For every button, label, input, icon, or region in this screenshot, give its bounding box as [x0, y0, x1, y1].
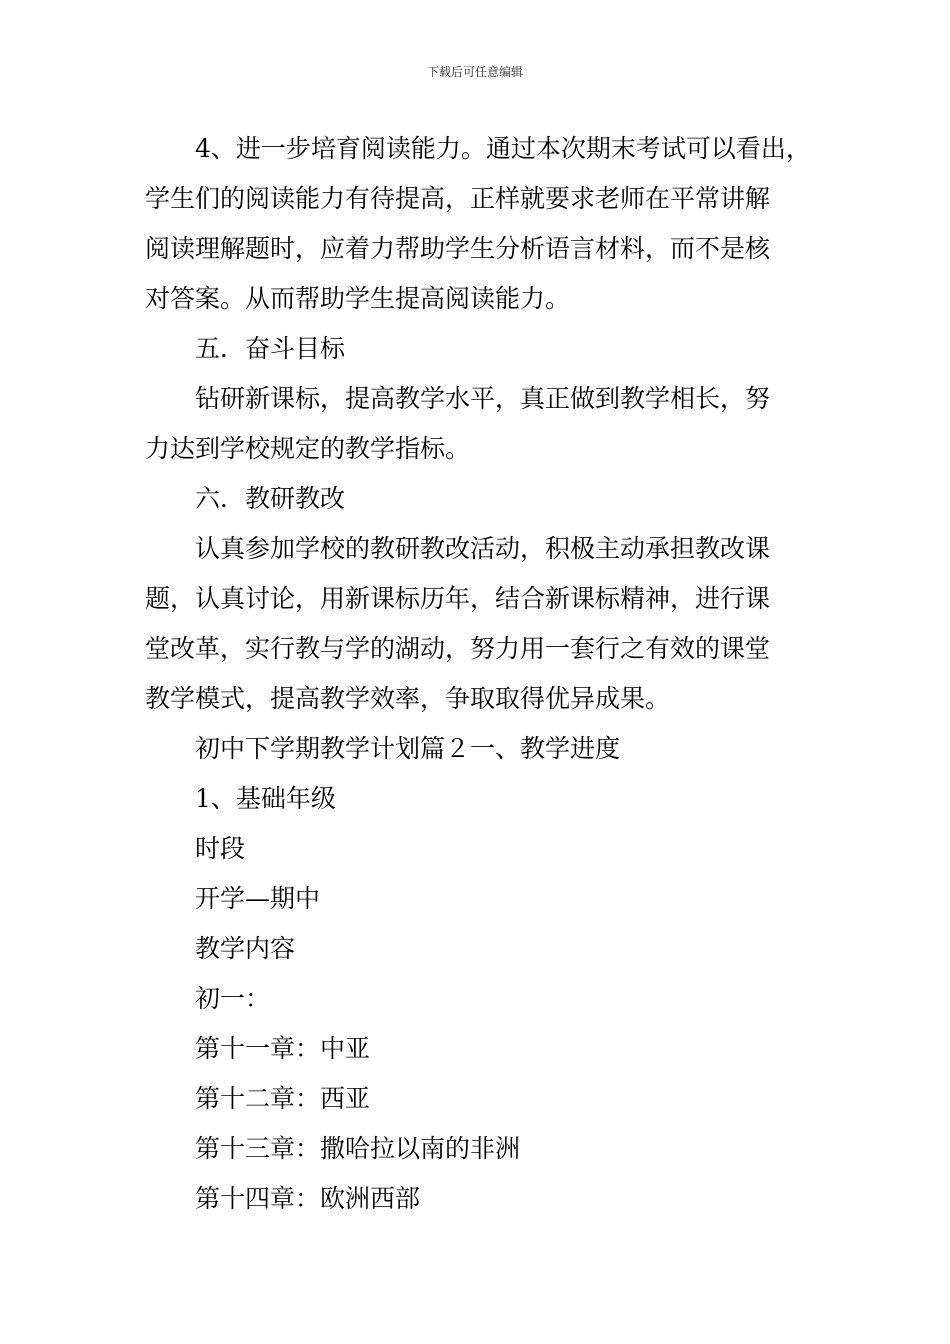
section-heading: 五．奋斗目标 [195, 334, 346, 363]
paragraph-line: 钻研新课标，提高教学水平，真正做到教学相长，努 [195, 384, 771, 413]
list-item: 时段 [195, 834, 246, 863]
page-header: 下载后可任意编辑 [426, 65, 523, 79]
paragraph-line: 对答案。从而帮助学生提高阅读能力。 [145, 284, 571, 313]
paragraph-line: 学生们的阅读能力有待提高，正样就要求老师在平常讲解 [145, 184, 771, 213]
list-item: 教学内容 [195, 934, 296, 963]
paragraph-line: 教学模式，提高教学效率，争取取得优异成果。 [145, 684, 671, 713]
paragraph-line: 4、进一步培育阅读能力。通过本次期末考试可以看出， [195, 134, 811, 163]
document-body [145, 124, 811, 1224]
paragraph-line: 阅读理解题时，应着力帮助学生分析语言材料，而不是核 [145, 234, 771, 263]
paragraph-line: 堂改革，实行教与学的湖动，努力用一套行之有效的课堂 [145, 634, 771, 663]
list-item: 开学—期中 [195, 884, 321, 913]
list-item: 1、基础年级 [195, 784, 336, 813]
paragraph-line: 题，认真讨论，用新课标历年，结合新课标精神，进行课 [145, 584, 771, 613]
list-item: 第十二章：西亚 [195, 1084, 371, 1113]
section-heading: 六．教研教改 [195, 484, 346, 513]
paragraph-line: 力达到学校规定的教学指标。 [145, 434, 471, 463]
paragraph-line: 认真参加学校的教研教改活动，积极主动承担教改课 [195, 534, 771, 563]
list-item: 第十四章：欧洲西部 [195, 1184, 421, 1213]
list-item: 第十三章：撒哈拉以南的非洲 [195, 1134, 521, 1163]
list-item: 第十一章：中亚 [195, 1034, 371, 1063]
article-title: 初中下学期教学计划篇２一、教学进度 [195, 734, 621, 763]
list-item: 初一： [195, 984, 271, 1013]
